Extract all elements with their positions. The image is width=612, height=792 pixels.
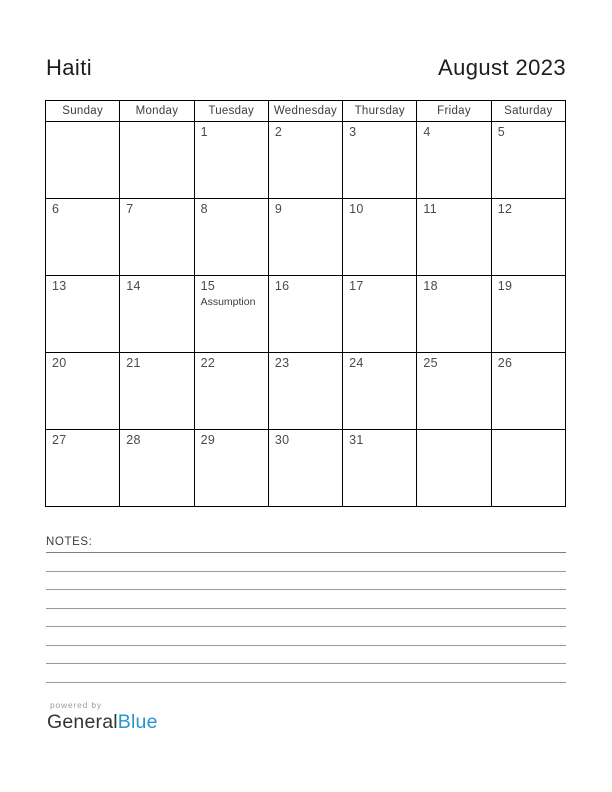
calendar-cell: [417, 276, 491, 353]
calendar-cell: [194, 199, 268, 276]
calendar-cell: [46, 430, 120, 507]
notes-line: [46, 609, 566, 628]
notes-line: [46, 590, 566, 609]
notes-line: [46, 553, 566, 572]
day-number: 12: [497, 202, 513, 216]
day-number: 23: [274, 356, 290, 370]
brand-general-text: General: [47, 711, 118, 733]
day-number: 7: [126, 202, 134, 216]
calendar-cell: [491, 276, 565, 353]
notes-line: [46, 572, 566, 591]
day-number: 20: [52, 356, 67, 370]
weekday-header-thursday: Thursday: [343, 101, 417, 122]
calendar-cell: [194, 353, 268, 430]
calendar-week-row: [46, 276, 566, 353]
country-title: Haiti: [46, 55, 93, 80]
weekday-header-monday: Monday: [120, 101, 194, 122]
calendar-cell: [120, 276, 194, 353]
calendar-cell: [194, 122, 268, 199]
day-number: 15: [200, 279, 216, 293]
day-number: 1: [200, 125, 208, 139]
day-number: 8: [200, 202, 208, 216]
day-number: 18: [423, 279, 438, 293]
weekday-header-friday: Friday: [417, 101, 491, 122]
day-number: 27: [52, 433, 67, 447]
calendar-cell: [120, 353, 194, 430]
notes-section: [46, 532, 566, 683]
title-row: [46, 55, 566, 81]
day-number: 6: [52, 202, 60, 216]
calendar-cell: [417, 353, 491, 430]
calendar-cell: [343, 199, 417, 276]
day-number: 22: [200, 356, 216, 370]
powered-by-text: powered by: [50, 700, 102, 710]
day-number: 21: [126, 356, 141, 370]
day-number: 10: [349, 202, 364, 216]
footer: [47, 700, 158, 734]
calendar-week-row: [46, 430, 566, 507]
calendar-cell: [491, 122, 565, 199]
calendar-cell: [491, 353, 565, 430]
calendar-cell: [343, 430, 417, 507]
month-title: August 2023: [438, 55, 566, 80]
day-number: 3: [349, 125, 357, 139]
day-number: 19: [497, 279, 513, 293]
weekday-header-wednesday: Wednesday: [268, 101, 342, 122]
weekday-header-row: [46, 101, 566, 122]
day-number: 28: [126, 433, 141, 447]
calendar-cell: [46, 199, 120, 276]
day-number: 5: [497, 125, 505, 139]
day-number: 13: [52, 279, 67, 293]
notes-label: NOTES:: [46, 536, 93, 548]
calendar-cell: [268, 353, 342, 430]
calendar-cell: [491, 430, 565, 507]
calendar-cell: [120, 430, 194, 507]
calendar-cell: [268, 122, 342, 199]
day-number: 2: [274, 125, 283, 139]
day-number: 16: [274, 279, 290, 293]
day-number: 31: [349, 433, 364, 447]
notes-line: [46, 664, 566, 683]
day-number: 9: [274, 202, 283, 216]
notes-header-line: [46, 532, 566, 553]
day-number: 14: [126, 279, 141, 293]
calendar-cell: [343, 276, 417, 353]
weekday-header-saturday: Saturday: [491, 101, 565, 122]
calendar-cell: [417, 430, 491, 507]
calendar-cell: [120, 199, 194, 276]
calendar-week-row: [46, 353, 566, 430]
day-number: 11: [423, 202, 437, 216]
day-number: 17: [349, 279, 364, 293]
general-blue-logo: [47, 711, 158, 734]
day-number: 24: [349, 356, 364, 370]
calendar-cell-holiday: [194, 276, 268, 353]
calendar-cell: [343, 353, 417, 430]
calendar-cell: [268, 430, 342, 507]
calendar-cell: [343, 122, 417, 199]
calendar-grid: [45, 100, 566, 507]
calendar-week-row: [46, 199, 566, 276]
weekday-header-sunday: Sunday: [46, 101, 120, 122]
calendar-cell: [46, 353, 120, 430]
calendar-week-row: [46, 122, 566, 199]
notes-line: [46, 627, 566, 646]
calendar-cell: [194, 430, 268, 507]
notes-line: [46, 646, 566, 665]
calendar-cell: [120, 122, 194, 199]
brand-blue-text: Blue: [117, 711, 158, 733]
calendar-cell: [417, 199, 491, 276]
day-number: 25: [423, 356, 438, 370]
weekday-header-tuesday: Tuesday: [194, 101, 268, 122]
day-number: 30: [274, 433, 290, 447]
calendar-cell: [268, 199, 342, 276]
calendar-cell: [417, 122, 491, 199]
calendar-cell: [268, 276, 342, 353]
calendar-cell: [491, 199, 565, 276]
day-number: 26: [497, 356, 513, 370]
holiday-label: Assumption: [200, 295, 256, 308]
calendar-cell: [46, 122, 120, 199]
day-number: 29: [200, 433, 216, 447]
calendar-cell: [46, 276, 120, 353]
day-number: 4: [423, 125, 431, 139]
